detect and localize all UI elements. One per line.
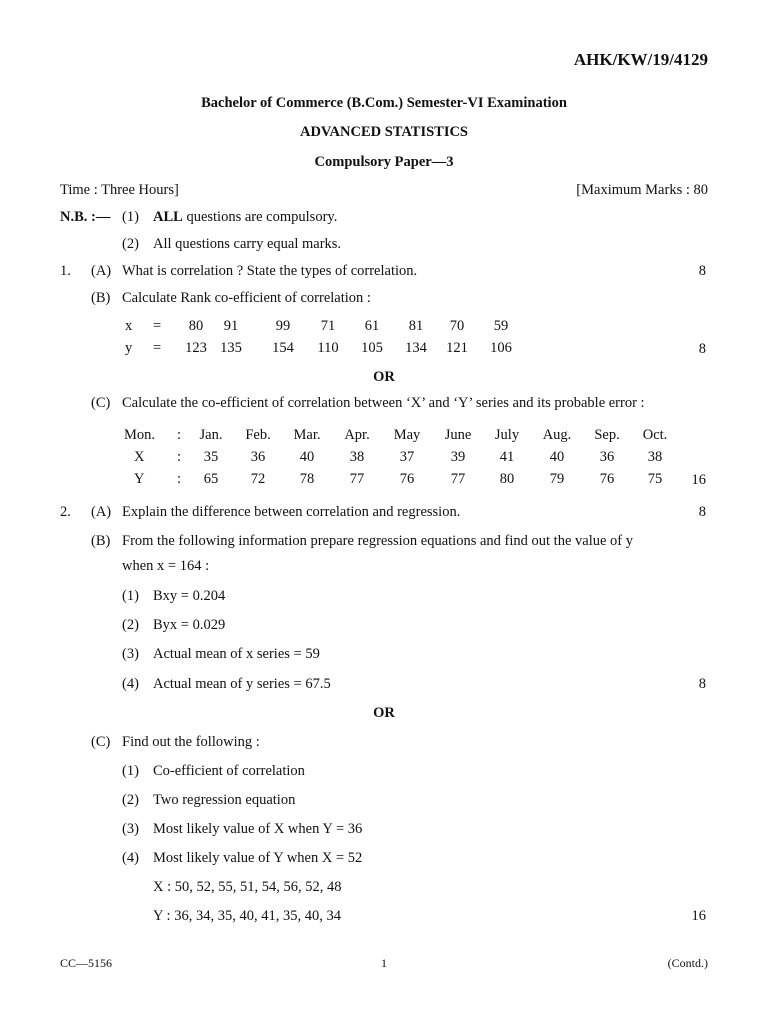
q1c-y-colon: :	[177, 471, 182, 487]
q2c-y-series: Y : 36, 34, 35, 40, 41, 35, 40, 34	[153, 908, 341, 924]
nb-item-1	[153, 209, 337, 226]
footer-code: CC—5156	[60, 956, 113, 970]
monthly-y-value: 72	[250, 471, 266, 487]
rank-x-value: 61	[364, 318, 380, 334]
q2c-x-series: X : 50, 52, 55, 51, 54, 56, 52, 48	[153, 879, 342, 895]
rank-y-value: 106	[490, 340, 512, 356]
q2a-marks: 8	[698, 504, 706, 520]
rank-y-value: 123	[185, 340, 207, 356]
nb-label: N.B. :—	[60, 209, 111, 225]
q1b-x-eq: =	[153, 318, 162, 334]
q2b-item-4-text: Actual mean of y series = 67.5	[153, 676, 331, 692]
q1b-label: (B)	[91, 290, 111, 306]
month-header: Apr.	[344, 427, 370, 443]
q2b-label: (B)	[91, 533, 111, 549]
q1c-x-label: X	[134, 449, 145, 465]
q2b-item-3-num: (3)	[122, 646, 139, 662]
monthly-x-value: 40	[299, 449, 315, 465]
q1c-x-colon: :	[177, 449, 182, 465]
rank-x-value: 99	[275, 318, 291, 334]
q2b-item-4-num: (4)	[122, 676, 139, 692]
month-header: Sep.	[594, 427, 620, 443]
subject-title: ADVANCED STATISTICS	[299, 124, 468, 140]
q1b-x-label: x	[125, 318, 133, 334]
q2b-marks: 8	[698, 676, 706, 692]
q2c-item-4-text: Most likely value of Y when X = 52	[153, 850, 363, 866]
nb-item-1-text: questions are compulsory.	[186, 209, 338, 225]
month-header: July	[494, 427, 520, 443]
q2b-item-1-num: (1)	[122, 588, 139, 604]
q2c-marks: 16	[691, 908, 706, 924]
q1c-label: (C)	[91, 395, 111, 411]
nb-item-2-num: (2)	[122, 236, 139, 252]
monthly-y-value: 75	[647, 471, 663, 487]
rank-y-value: 110	[317, 340, 339, 356]
monthly-y-value: 65	[203, 471, 219, 487]
q2b-text: From the following information prepare regression equations and find out the value of y	[122, 533, 633, 549]
q1a-label: (A)	[91, 263, 112, 279]
monthly-x-value: 37	[399, 449, 415, 465]
month-header: Oct.	[642, 427, 668, 443]
q2b-text-continued: when x = 164 :	[122, 558, 210, 574]
exam-title: Bachelor of Commerce (B.Com.) Semester-VI Examination	[201, 95, 567, 111]
q1-number: 1.	[60, 263, 71, 279]
monthly-x-value: 39	[450, 449, 466, 465]
nb-item-2-text: All questions carry equal marks.	[153, 236, 342, 252]
month-header: Aug.	[542, 427, 572, 443]
q2c-item-2-num: (2)	[122, 792, 139, 808]
monthly-x-value: 36	[599, 449, 615, 465]
rank-y-value: 121	[446, 340, 468, 356]
q1c-y-label: Y	[134, 471, 145, 487]
monthly-x-value: 41	[499, 449, 515, 465]
q2a-label: (A)	[91, 504, 112, 520]
q2a-text: Explain the difference between correlation and regression.	[122, 504, 461, 520]
monthly-x-value: 36	[250, 449, 266, 465]
rank-x-value: 81	[408, 318, 424, 334]
monthly-x-value: 38	[349, 449, 365, 465]
month-header: Feb.	[245, 427, 271, 443]
q1b-text: Calculate Rank co-efficient of correlation :	[122, 290, 371, 306]
paper-code: AHK/KW/19/4129	[573, 50, 708, 69]
footer-contd: (Contd.)	[667, 956, 708, 970]
rank-x-value: 70	[449, 318, 465, 334]
q1b-y-eq: =	[153, 340, 162, 356]
q1b-marks: 8	[698, 341, 706, 357]
q2c-item-2-text: Two regression equation	[153, 792, 296, 808]
rank-y-value: 134	[405, 340, 427, 356]
q1c-marks: 16	[691, 472, 706, 488]
monthly-y-value: 78	[299, 471, 315, 487]
q2-or: OR	[373, 705, 395, 721]
maximum-marks: [Maximum Marks : 80	[576, 182, 708, 198]
q2c-item-1-num: (1)	[122, 763, 139, 779]
q1c-mon-colon: :	[177, 427, 182, 443]
q2c-item-3-num: (3)	[122, 821, 139, 837]
rank-x-value: 59	[493, 318, 509, 334]
month-header: Mar.	[293, 427, 321, 443]
q2c-label: (C)	[91, 734, 111, 750]
q2b-item-2-text: Byx = 0.029	[153, 617, 226, 633]
rank-y-value: 154	[272, 340, 294, 356]
q1a-text: What is correlation ? State the types of correlation.	[122, 263, 418, 279]
page-number: 1	[381, 956, 387, 970]
q2b-item-3-text: Actual mean of x series = 59	[153, 646, 320, 662]
q2b-item-1-text: Bxy = 0.204	[153, 588, 226, 604]
rank-x-value: 71	[320, 318, 336, 334]
nb-item-1-num: (1)	[122, 209, 139, 225]
q2b-item-2-num: (2)	[122, 617, 139, 633]
rank-y-value: 135	[220, 340, 242, 356]
monthly-y-value: 80	[499, 471, 515, 487]
q2c-item-1-text: Co-efficient of correlation	[153, 763, 305, 779]
monthly-y-value: 77	[450, 471, 466, 487]
rank-y-value: 105	[361, 340, 383, 356]
month-header: June	[444, 427, 472, 443]
q2c-item-3-text: Most likely value of X when Y = 36	[153, 821, 363, 837]
q2-number: 2.	[60, 504, 71, 520]
q1b-y-label: y	[125, 340, 133, 356]
nb-item-1-bold: ALL	[153, 209, 183, 225]
time-allowed: Time : Three Hours]	[60, 182, 179, 198]
q1c-mon-label: Mon.	[124, 427, 156, 443]
monthly-x-value: 40	[549, 449, 565, 465]
q2c-item-4-num: (4)	[122, 850, 139, 866]
paper-title: Compulsory Paper—3	[314, 154, 454, 170]
q2c-text: Find out the following :	[122, 734, 260, 750]
monthly-y-value: 77	[349, 471, 365, 487]
q1-or: OR	[373, 369, 395, 385]
monthly-y-value: 79	[549, 471, 565, 487]
rank-x-value: 80	[188, 318, 204, 334]
rank-x-value: 91	[223, 318, 239, 334]
monthly-x-value: 38	[647, 449, 663, 465]
q1a-marks: 8	[698, 263, 706, 279]
q1c-text: Calculate the co-efficient of correlation between ‘X’ and ‘Y’ series and its probable error :	[122, 395, 645, 411]
monthly-y-value: 76	[399, 471, 415, 487]
month-header: May	[393, 427, 421, 443]
monthly-x-value: 35	[203, 449, 219, 465]
month-header: Jan.	[199, 427, 223, 443]
monthly-y-value: 76	[599, 471, 615, 487]
